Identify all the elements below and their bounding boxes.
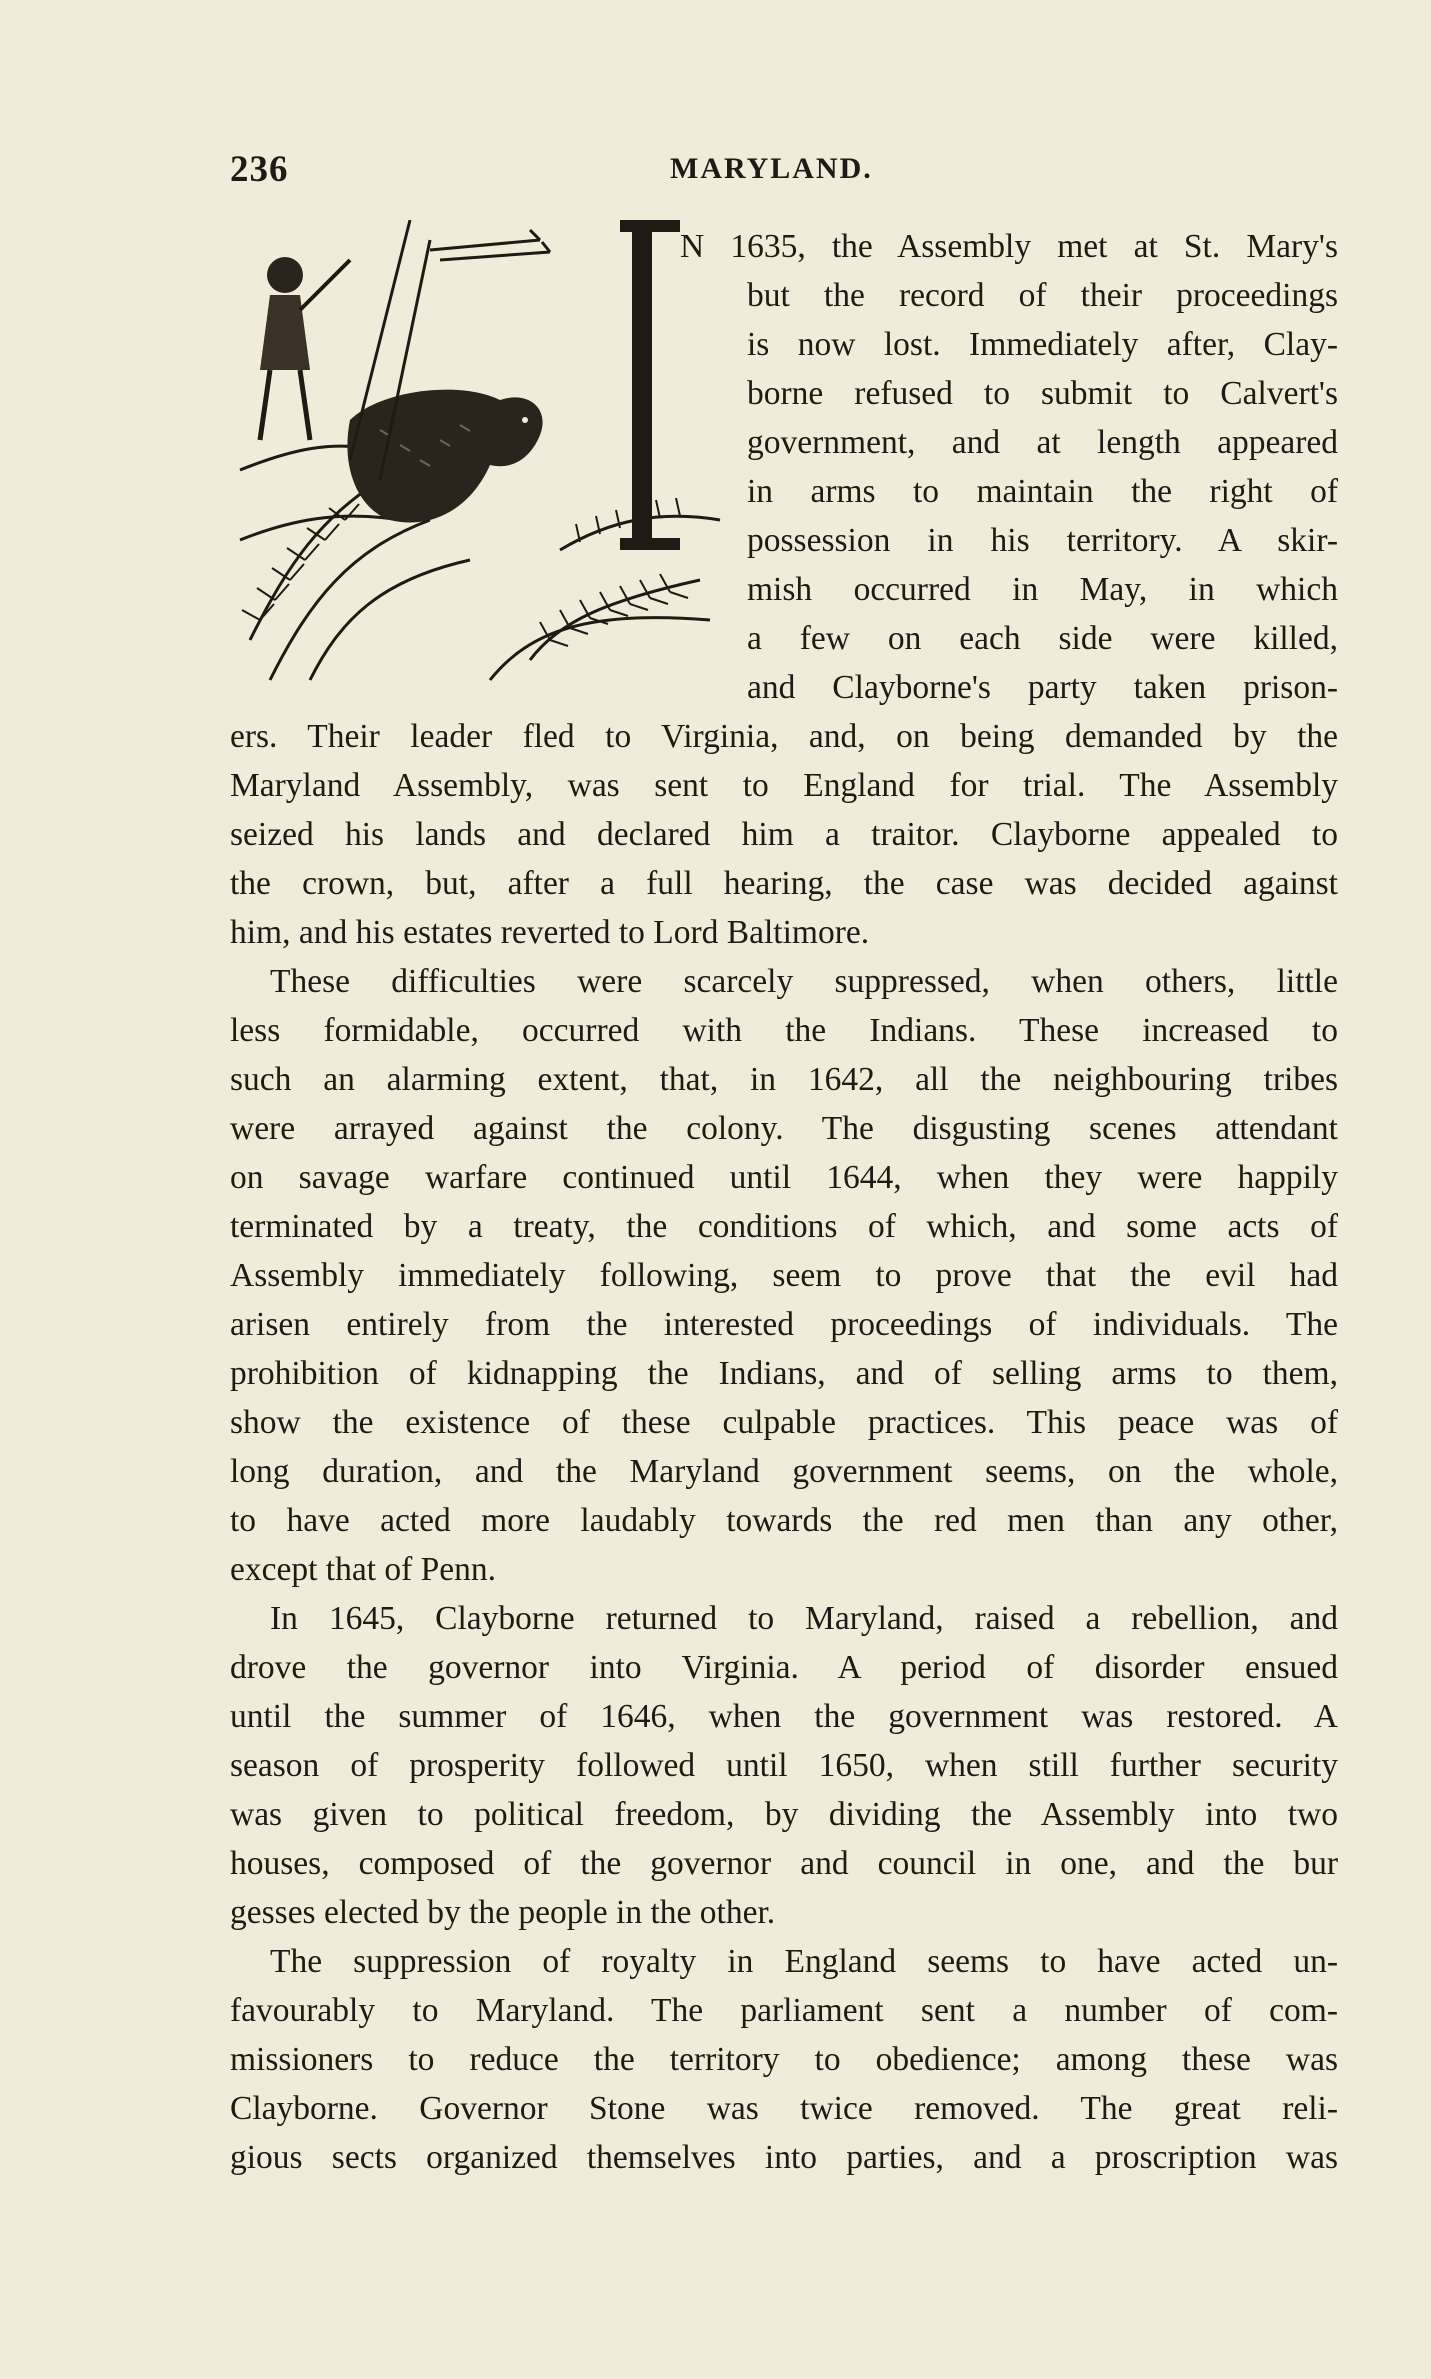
- text-line: him, and his estates reverted to Lord Baltimore.: [230, 914, 870, 951]
- text-line: such an alarming extent, that, in 1642, all the neighbouring tribes: [230, 1061, 1338, 1098]
- text-line: government, and at length appeared: [747, 424, 1338, 461]
- text-line: the crown, but, after a full hearing, the case was decided against: [230, 865, 1338, 902]
- text-line: except that of Penn.: [230, 1551, 497, 1588]
- text-line: to have acted more laudably towards the red men than any other,: [230, 1502, 1338, 1539]
- text-line: prohibition of kidnapping the Indians, and of selling arms to them,: [230, 1355, 1338, 1392]
- text-line: show the existence of these culpable practices. This peace was of: [230, 1404, 1338, 1441]
- paragraph-2: [230, 957, 1338, 1594]
- text-line: a few on each side were killed,: [747, 620, 1338, 657]
- text-line: was given to political freedom, by dividing the Assembly into two: [230, 1796, 1338, 1833]
- text-line: ers. Their leader fled to Virginia, and, on being demanded by the: [230, 718, 1338, 755]
- text-line: were arrayed against the colony. The disgusting scenes attendant: [230, 1110, 1338, 1147]
- text-line: arisen entirely from the interested proceedings of individuals. The: [230, 1306, 1338, 1343]
- text-line: Assembly immediately following, seem to prove that the evil had: [230, 1257, 1338, 1294]
- text-line: These difficulties were scarcely suppressed, when others, little: [270, 963, 1338, 1000]
- text-line: on savage warfare continued until 1644, when they were happily: [230, 1159, 1338, 1196]
- paragraph-3: [230, 1594, 1338, 1937]
- text-line: and Clayborne's party taken prison-: [747, 669, 1338, 706]
- text-line: borne refused to submit to Calvert's: [747, 375, 1338, 412]
- page-header: [230, 148, 1338, 194]
- paragraph-1: [230, 222, 1338, 2182]
- text-line: in arms to maintain the right of: [747, 473, 1338, 510]
- text-line: missioners to reduce the territory to obedience; among these was: [230, 2041, 1338, 2078]
- text-line: houses, composed of the governor and council in one, and the bur: [230, 1845, 1338, 1882]
- text-line: season of prosperity followed until 1650, when still further security: [230, 1747, 1338, 1784]
- text-line: but the record of their proceedings: [747, 277, 1338, 314]
- text-line: N 1635, the Assembly met at St. Mary's: [680, 228, 1338, 265]
- page-number: 236: [230, 149, 289, 190]
- text-line: long duration, and the Maryland government seems, on the whole,: [230, 1453, 1338, 1490]
- text-line: gesses elected by the people in the other.: [230, 1894, 776, 1931]
- text-line: drove the governor into Virginia. A period of disorder ensued: [230, 1649, 1338, 1686]
- paragraph-4: [230, 1937, 1338, 2182]
- text-line: seized his lands and declared him a traitor. Clayborne appealed to: [230, 816, 1338, 853]
- text-line: Clayborne. Governor Stone was twice removed. The great reli-: [230, 2090, 1338, 2127]
- text-line: The suppression of royalty in England seems to have acted un-: [270, 1943, 1338, 1980]
- text-line: favourably to Maryland. The parliament sent a number of com-: [230, 1992, 1338, 2029]
- text-line: gious sects organized themselves into parties, and a proscription was: [230, 2139, 1338, 2176]
- text-line: is now lost. Immediately after, Clay-: [747, 326, 1338, 363]
- text-line: less formidable, occurred with the Indians. These increased to: [230, 1012, 1338, 1049]
- running-head: MARYLAND.: [670, 152, 873, 185]
- text-line: mish occurred in May, in which: [747, 571, 1338, 608]
- text-line: until the summer of 1646, when the government was restored. A: [230, 1698, 1338, 1735]
- text-line: terminated by a treaty, the conditions of which, and some acts of: [230, 1208, 1338, 1245]
- text-line: possession in his territory. A skir-: [747, 522, 1338, 559]
- text-line: Maryland Assembly, was sent to England for trial. The Assembly: [230, 767, 1338, 804]
- text-line: In 1645, Clayborne returned to Maryland, raised a rebellion, and: [270, 1600, 1338, 1637]
